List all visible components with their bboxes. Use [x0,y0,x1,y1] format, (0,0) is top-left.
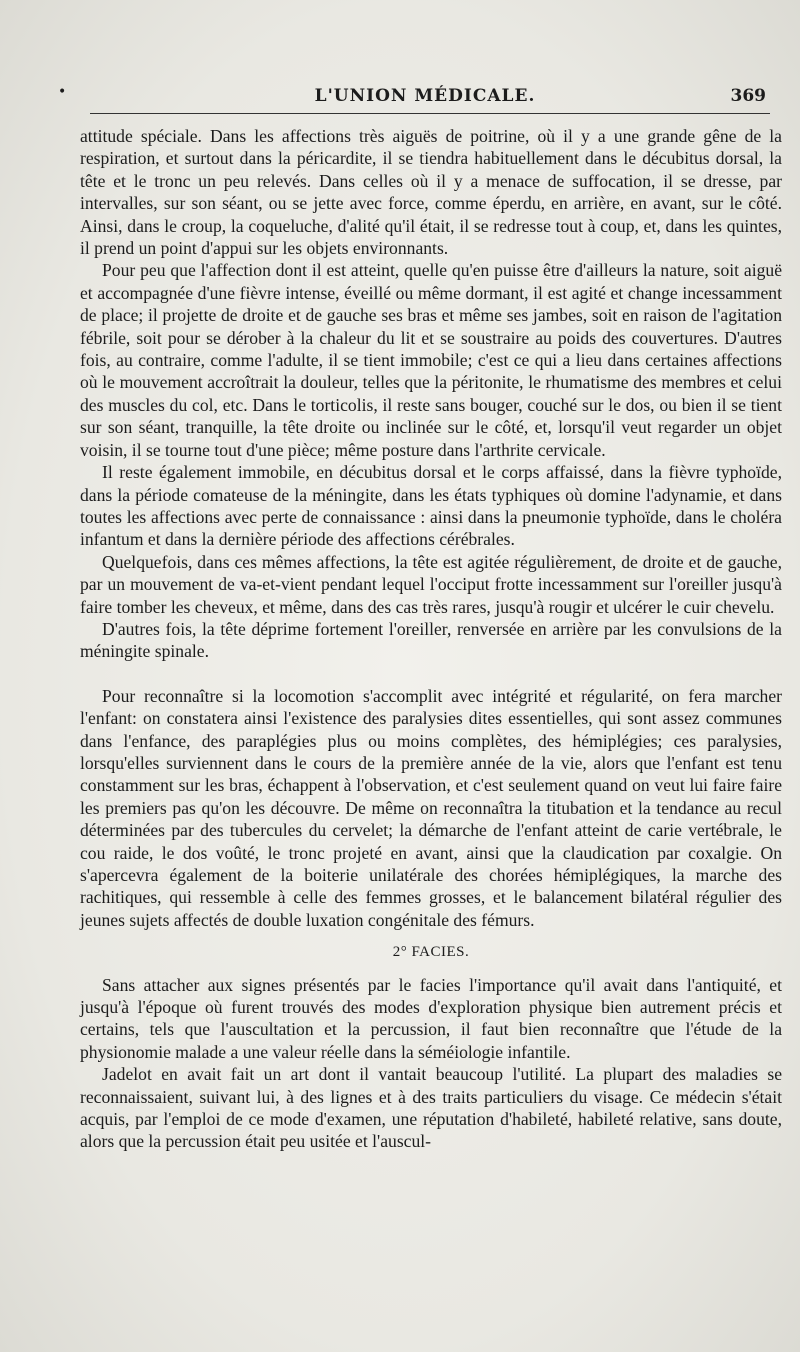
paragraph: D'autres fois, la tête déprime fortement l'oreiller, renversée en arrière par les convulsions de la méningite spinale. [80,618,782,662]
paragraph: Jadelot en avait fait un art dont il vantait beaucoup l'utilité. La plupart des maladies se reconnaissaient, suivant lui, à des lignes et à des traits particuliers du visage. Ce médecin s'était acquis, par l'emploi de ce mode d'examen, une réputation d'habileté, habileté relative, sans doute, alors que la percussion était peu usitée et l'auscul- [80,1064,782,1152]
paragraph: Pour reconnaître si la locomotion s'accomplit avec intégrité et régularité, on fera marcher l'enfant: on constatera ainsi l'existence des paralysies dites essentielles, qui sont assez communes dans l'enfance, des paraplégies plus ou moins complètes, des hémiplégies; ces paralysies, lorsqu'elles surviennent dans le cours de la première année de la vie, alors que l'enfant est tenu constamment sur les bras, échappent à l'observation, et c'est seulement quand on veut lui faire faire les premiers pas qu'on les découvre. De même on reconnaîtra la titubation et la tendance au recul déterminées par des tubercules du cervelet; la démarche de l'enfant atteint de carie vertébrale, le cou raide, le dos voûté, le tronc projeté en avant, ainsi que la claudication par coxalgie. On s'apercevra également de la boiterie unilatérale des chorées hémiplégiques, la marche des rachitiques, qui ressemble à celle des femmes grosses, et le balancement bilatéral régulier des jeunes sujets affectés de double luxation congénitale des fémurs. [80,685,782,930]
margin-mark: • [58,84,67,100]
page-number: 369 [730,86,766,106]
journal-title: L'UNION MÉDICALE. [314,86,536,106]
header-rule [90,113,770,114]
paragraph: Sans attacher aux signes présentés par le facies l'importance qu'il avait dans l'antiquité, et jusqu'à l'époque où furent trouvés des modes d'exploration physique bien autrement précis et certains, tels que l'auscultation et la percussion, il faut bien reconnaître que l'étude de la physionomie malade a une valeur réelle dans la séméiologie infantile. [80,974,782,1062]
paragraph: Il reste également immobile, en décubitus dorsal et le corps affaissé, dans la fièvre typhoïde, dans la période comateuse de la méningite, dans les états typhiques où domine l'adynamie, et dans toutes les affections avec perte de connaissance : ainsi dans la pneumonie typhoïde, dans le choléra infantum et dans la dernière période des affections cérébrales. [80,462,782,550]
paragraph: Quelquefois, dans ces mêmes affections, la tête est agitée régulièrement, de droite et de gauche, par un mouvement de va-et-vient pendant lequel l'occiput frotte incessamment sur l'oreiller jusqu'à faire tomber les cheveux, et même, dans des cas très rares, jusqu'à rougir et ulcérer le cuir chevelu. [80,551,782,617]
paragraph: Pour peu que l'affection dont il est atteint, quelle qu'en puisse être d'ailleurs la nature, soit aiguë et accompagnée d'une fièvre intense, éveillé ou même dormant, il est agité et change incessamment de place; il projette de droite et de gauche ses bras et même ses jambes, soit en raison de l'agitation fébrile, soit pour se dérober à la chaleur du lit et se soustraire au poids des couvertures. D'autres fois, au contraire, comme l'adulte, il se tient immobile; c'est ce qui a lieu dans certaines affections où le mouvement accroîtrait la douleur, telles que la péritonite, le rhumatisme des membres et celui des muscles du col, etc. Dans le torticolis, il reste sans bouger, couché sur le dos, ou bien il se tient sur son séant, tranquille, la tête droite ou inclinée sur le côté, et, lorsqu'il veut regarder un objet voisin, il se tourne tout d'une pièce; même posture dans l'arthrite cervicale. [80,260,782,460]
body-text [80,125,782,1153]
section-heading: 2° FACIES. [392,944,470,961]
page-header [58,84,770,118]
paragraph: attitude spéciale. Dans les affections très aiguës de poitrine, où il y a une grande gêne de la respiration, et surtout dans la péricardite, il se tiendra habituellement dans le décubitus dorsal, la tête et le tronc un peu relevés. Dans celles où il y a menace de suffocation, il se dresse, par intervalles, sur son séant, ou se jette avec force, comme éperdu, en arrière, en avant, sur le côté. Ainsi, dans le croup, la coqueluche, d'alité qu'il était, il se redresse tout à coup, et, dans les quintes, il prend un point d'appui sur les objets environnants. [80,126,782,259]
